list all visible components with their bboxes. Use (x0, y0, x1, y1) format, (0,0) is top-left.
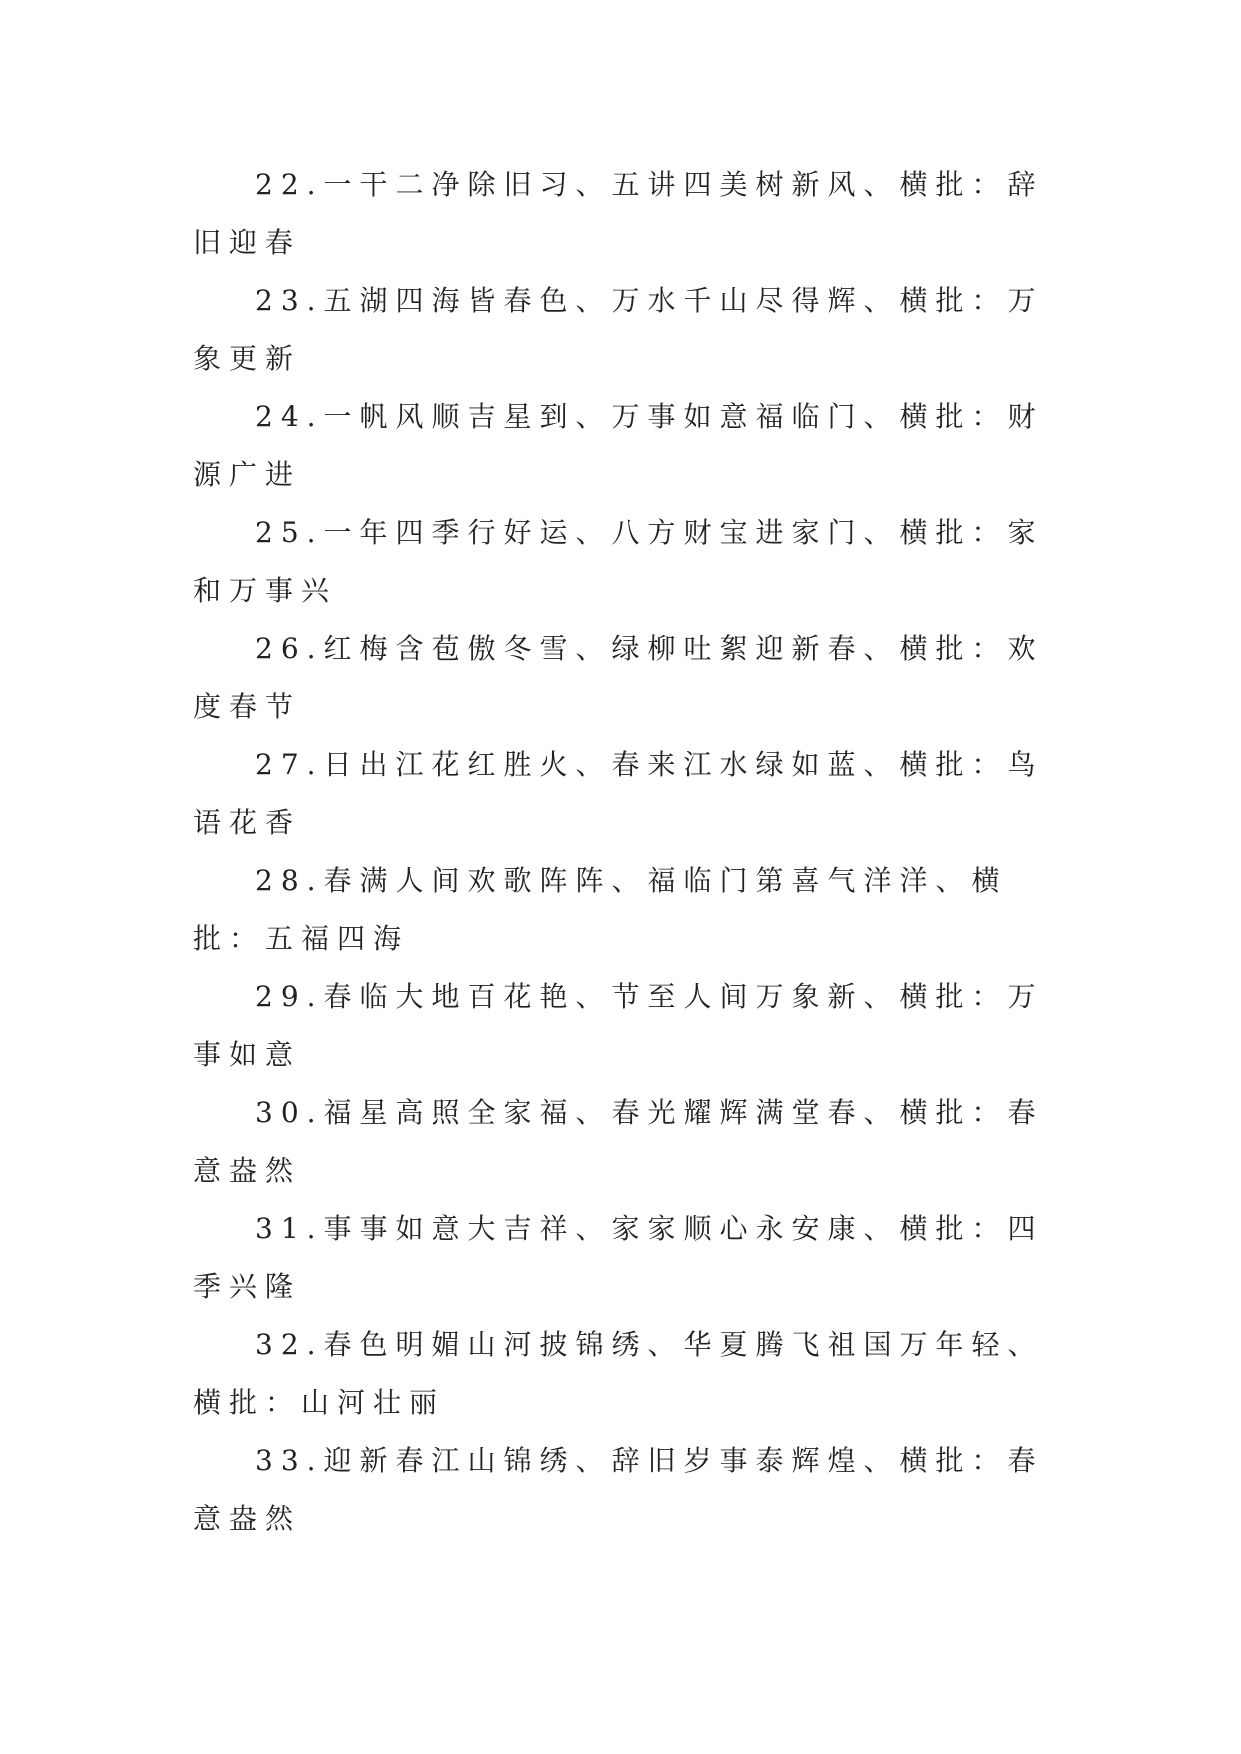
couplet-item-26: 26.红梅含苞傲冬雪、绿柳吐絮迎新春、横批：欢度春节 (193, 632, 1044, 723)
couplet-item-32: 32.春色明媚山河披锦绣、华夏腾飞祖国万年轻、横批：山河壮丽 (193, 1328, 1044, 1419)
couplet-item-23: 23.五湖四海皆春色、万水千山尽得辉、横批：万象更新 (193, 284, 1044, 375)
couplet-item-25: 25.一年四季行好运、八方财宝进家门、横批：家和万事兴 (193, 516, 1044, 607)
couplet-item-31: 31.事事如意大吉祥、家家顺心永安康、横批：四季兴隆 (193, 1212, 1044, 1303)
couplet-list (193, 156, 1055, 1548)
couplet-item-27: 27.日出江花红胜火、春来江水绿如蓝、横批：鸟语花香 (193, 748, 1044, 839)
couplet-item-28: 28.春满人间欢歌阵阵、福临门第喜气洋洋、横批：五福四海 (193, 864, 1008, 955)
couplet-item-30: 30.福星高照全家福、春光耀辉满堂春、横批：春意盎然 (193, 1096, 1044, 1187)
couplet-item-33: 33.迎新春江山锦绣、辞旧岁事泰辉煌、横批：春意盎然 (193, 1444, 1044, 1535)
couplet-item-24: 24.一帆风顺吉星到、万事如意福临门、横批：财源广进 (193, 400, 1044, 491)
couplet-item-29: 29.春临大地百花艳、节至人间万象新、横批：万事如意 (193, 980, 1044, 1071)
couplet-item-22: 22.一干二净除旧习、五讲四美树新风、横批：辞旧迎春 (193, 168, 1044, 259)
